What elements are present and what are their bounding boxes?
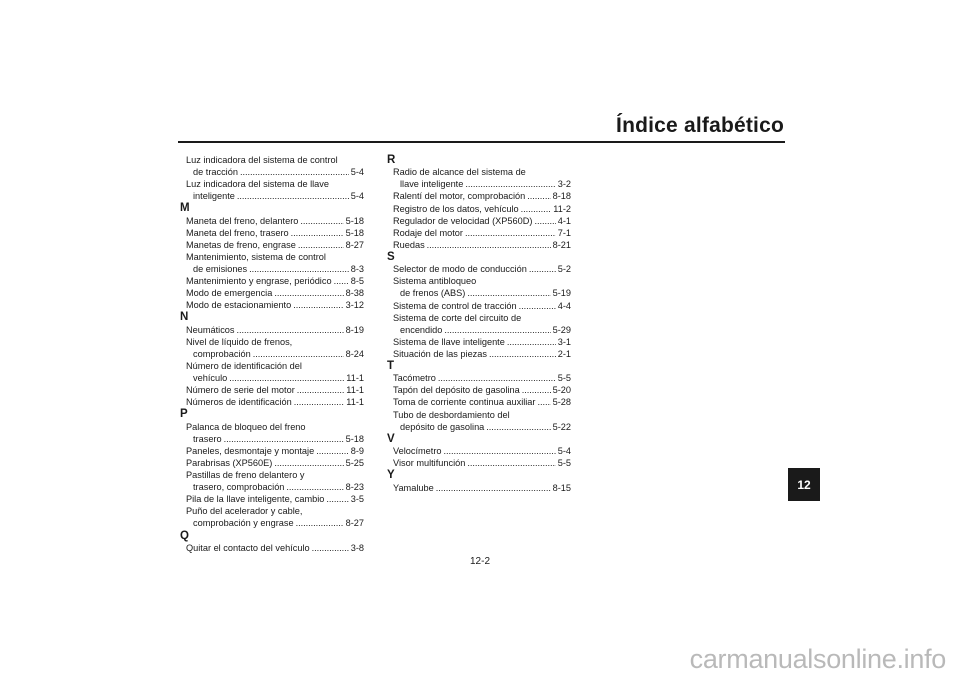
index-entry-line: Sistema de corte del circuito de [393,312,522,323]
index-entry-line: Pastillas de freno delantero y [186,470,305,481]
index-letter-heading: V [387,432,395,445]
index-entry [186,445,364,457]
index-entry-line: Luz indicadora del sistema de llave [186,179,329,190]
index-entry-line: Luz indicadora del sistema de control [186,155,338,165]
dot-leader [286,481,343,493]
dot-leader [240,166,349,178]
index-letter-heading: M [180,202,190,215]
dot-leader [427,239,551,251]
index-entry-page: 4-1 [557,215,571,226]
index-entry-text: Rodaje del motor [393,227,463,238]
index-entry-line: Mantenimiento, sistema de control [186,251,326,262]
index-letter-heading: Q [180,529,189,542]
index-entry-text: Velocímetro [393,446,442,457]
index-entry-text: Pila de la llave inteligente, cambio [186,494,325,505]
index-entry-page: 8-5 [350,276,364,287]
index-entry-page: 7-1 [557,227,571,238]
index-entry-text: Ralentí del motor, comprobación [393,191,526,202]
index-entry-page: 5-18 [345,227,364,238]
index-entry-text: Maneta del freno, trasero [186,227,289,238]
dot-leader [521,203,552,215]
index-entry [393,336,571,348]
dot-leader [467,457,555,469]
index-entry-page: 2-1 [557,348,571,359]
dot-leader [237,190,349,202]
dot-leader [465,178,555,190]
index-entry [186,457,364,469]
index-entry-text: encendido [400,324,443,335]
index-entry-page: 8-21 [552,239,571,250]
index-entry-page: 5-20 [552,385,571,396]
index-entry-page: 8-23 [345,482,364,493]
index-column-right [387,154,571,494]
index-entry [393,348,571,360]
index-entry-text: de tracción [193,167,238,178]
index-entry-text: comprobación y engrase [193,518,294,529]
index-entry [186,348,364,360]
index-entry-text: Regulador de velocidad (XP560D) [393,215,533,226]
index-entry [186,166,364,178]
index-entry-text: Situación de las piezas [393,348,487,359]
index-entry-text: Maneta del freno, delantero [186,215,299,226]
index-entry-page: 3-12 [345,300,364,311]
index-entry [393,203,571,215]
index-entry-text: Números de identificación [186,397,292,408]
index-entry [393,287,571,299]
index-entry-page: 11-1 [346,397,364,408]
index-entry [393,227,571,239]
index-entry-page: 5-5 [557,458,571,469]
index-entry [393,445,571,457]
index-entry-text: Yamalube [393,482,434,493]
index-letter-heading: S [387,250,395,263]
index-entry [186,542,364,554]
page-number: 12-2 [469,556,490,567]
chapter-tab: 12 [788,468,820,501]
index-entry-line: Nivel de líquido de frenos, [186,336,293,347]
index-entry-text: Modo de estacionamiento [186,300,292,311]
index-entry-text: de emisiones [193,264,248,275]
index-entry-text: Tacómetro [393,373,436,384]
index-entry-text: comprobación [193,348,251,359]
index-entry [393,178,571,190]
index-entry [186,517,364,529]
index-column-left [180,154,364,554]
dot-leader [534,215,555,227]
index-entry-text: Modo de emergencia [186,288,273,299]
dot-leader [312,542,349,554]
index-entry-text: Sistema de control de tracción [393,300,517,311]
index-entry [186,287,364,299]
index-entry-line: Palanca de bloqueo del freno [186,421,306,432]
index-entry-page: 11-1 [346,373,364,384]
index-entry-page: 5-29 [552,324,571,335]
index-entry-text: inteligente [193,191,235,202]
index-entry-page: 5-25 [345,457,364,468]
dot-leader [507,336,556,348]
index-entry-page: 5-4 [350,167,364,178]
dot-leader [300,215,343,227]
dot-leader [224,433,344,445]
index-entry-page: 8-38 [345,288,364,299]
index-entry [393,396,571,408]
index-entry-line: Número de identificación del [186,361,302,371]
index-entry-text: Registro de los datos, vehículo [393,203,519,214]
index-letter-heading: R [387,154,396,166]
index-entry-page: 5-28 [552,397,571,408]
dot-leader [444,445,556,457]
dot-leader [527,190,550,202]
index-entry-page: 4-4 [557,300,571,311]
index-entry [186,372,364,384]
page-title: Índice alfabético [616,114,784,137]
dot-leader [253,348,344,360]
dot-leader [519,300,556,312]
index-entry-text: llave inteligente [400,179,464,190]
index-entry-text: Tapón del depósito de gasolina [393,385,520,396]
dot-leader [438,372,556,384]
index-entry-text: Toma de corriente continua auxiliar [393,397,536,408]
index-letter-heading: N [180,311,189,324]
index-entry [186,481,364,493]
index-entry-text: vehículo [193,373,228,384]
index-entry-text: Visor multifunción [393,458,466,469]
index-entry [393,482,571,494]
index-entry-text: Paneles, desmontaje y montaje [186,445,315,456]
dot-leader [522,384,551,396]
index-entry-page: 8-18 [552,191,571,202]
index-entry-page: 3-8 [350,542,364,553]
index-entry [393,300,571,312]
dot-leader [334,275,349,287]
dot-leader [529,263,556,275]
index-entry [393,372,571,384]
dot-leader [229,372,344,384]
dot-leader [249,263,349,275]
index-entry-page: 5-5 [557,373,571,384]
watermark: carmanualsonline.info [689,644,946,674]
dot-leader [298,239,344,251]
index-entry-text: Parabrisas (XP560E) [186,457,273,468]
index-entry [186,384,364,396]
dot-leader [316,445,349,457]
index-entry [186,493,364,505]
index-entry-text: Quitar el contacto del vehículo [186,542,310,553]
index-entry-page: 5-4 [557,446,571,457]
index-entry-page: 5-2 [557,264,571,275]
dot-leader [291,227,344,239]
index-entry-page: 3-2 [557,179,571,190]
index-entry [393,324,571,336]
index-letter-heading: Y [387,469,395,482]
index-entry-page: 3-5 [350,494,364,505]
index-entry-page: 5-18 [345,433,364,444]
index-entry [393,239,571,251]
index-entry-page: 11-2 [553,203,571,214]
dot-leader [274,457,343,469]
index-entry-line: Tubo de desbordamiento del [393,409,510,420]
index-entry-text: Sistema de llave inteligente [393,336,505,347]
dot-leader [489,348,556,360]
index-entry [186,263,364,275]
index-entry [186,433,364,445]
dot-leader [537,396,550,408]
dot-leader [444,324,550,336]
index-entry-line: Radio de alcance del sistema de [393,167,526,178]
index-entry-page: 11-1 [346,385,364,396]
index-entry [393,190,571,202]
index-entry-page: 8-27 [345,518,364,529]
index-entry-page: 5-22 [552,421,571,432]
dot-leader [294,396,345,408]
index-entry-line: Sistema antibloqueo [393,276,477,287]
index-entry-text: Manetas de freno, engrase [186,239,296,250]
index-entry [393,263,571,275]
dot-leader [297,384,345,396]
index-entry-text: trasero [193,433,222,444]
dot-leader [293,299,343,311]
index-entry [186,227,364,239]
index-entry-page: 5-19 [552,288,571,299]
dot-leader [486,421,550,433]
index-entry-page: 3-1 [557,336,571,347]
dot-leader [237,324,344,336]
index-entry-text: Ruedas [393,239,425,250]
index-entry [186,299,364,311]
index-entry [393,384,571,396]
index-entry-page: 5-4 [350,191,364,202]
dot-leader [465,227,556,239]
index-entry [186,239,364,251]
index-entry-page: 8-24 [345,348,364,359]
index-entry [186,396,364,408]
index-entry-page: 8-15 [552,482,571,493]
dot-leader [274,287,343,299]
index-entry [186,190,364,202]
dot-leader [296,517,344,529]
index-entry-text: Número de serie del motor [186,385,295,396]
index-entry-text: trasero, comprobación [193,482,285,493]
index-entry-text: de frenos (ABS) [400,288,466,299]
index-entry-page: 8-27 [345,239,364,250]
dot-leader [436,482,551,494]
index-entry-page: 5-18 [345,215,364,226]
dot-leader [467,287,550,299]
index-entry-line: Puño del acelerador y cable, [186,506,303,517]
index-entry-page: 8-9 [350,445,364,456]
index-letter-heading: P [180,408,188,421]
index-entry [186,215,364,227]
index-entry-page: 8-19 [345,324,364,335]
index-entry-page: 8-3 [350,264,364,275]
index-entry-text: Mantenimiento y engrase, periódico [186,276,332,287]
index-entry-text: depósito de gasolina [400,421,485,432]
index-entry [393,215,571,227]
index-entry [186,324,364,336]
index-entry-text: Selector de modo de conducción [393,264,527,275]
index-entry [186,275,364,287]
index-entry-text: Neumáticos [186,324,235,335]
index-entry [393,457,571,469]
index-entry [393,421,571,433]
index-letter-heading: T [387,360,395,372]
header-rule [178,141,785,143]
dot-leader [326,493,348,505]
